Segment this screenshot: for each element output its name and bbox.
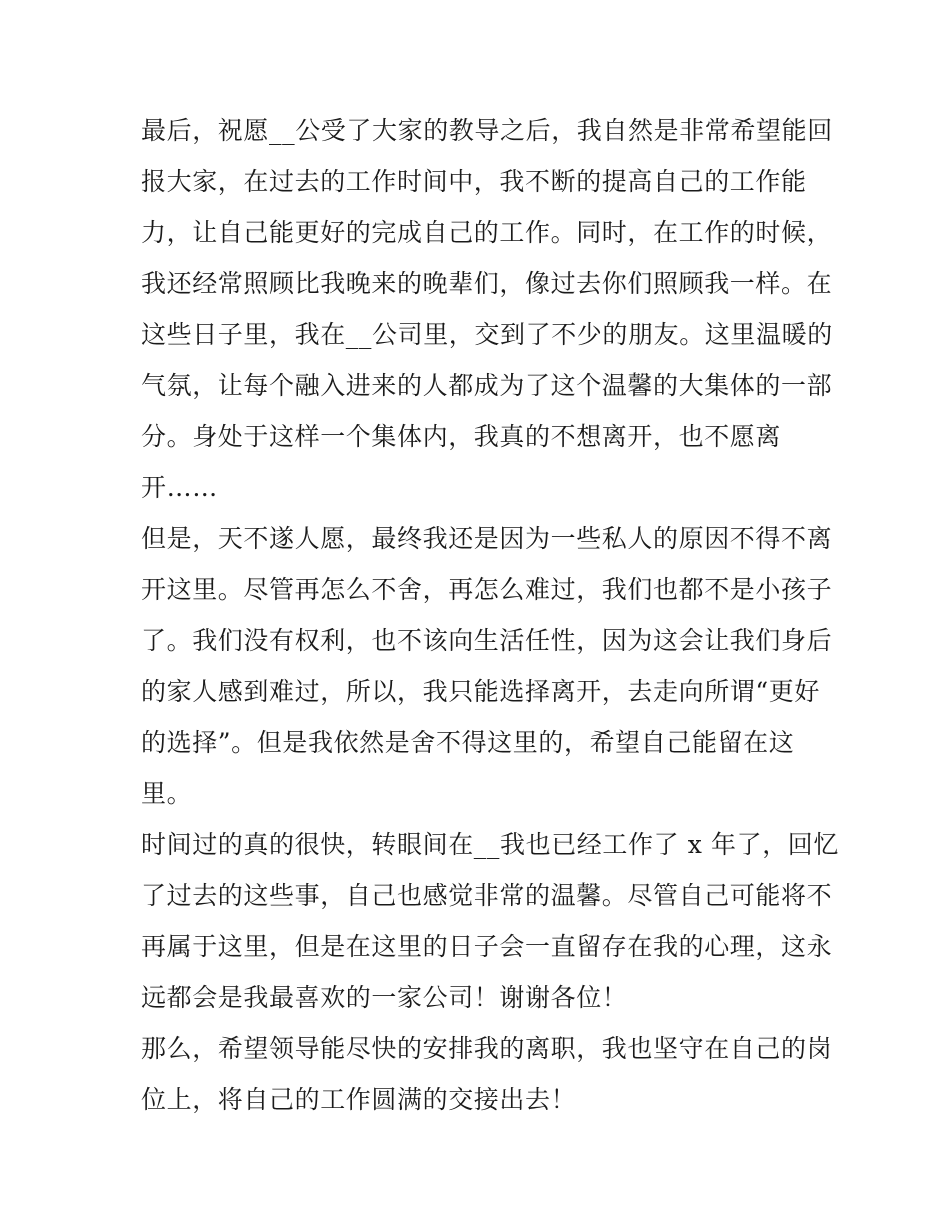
text-line: 那么，希望领导能尽快的安排我的离职，我也坚守在自己的岗 <box>141 1034 833 1063</box>
text-line: 的家人感到难过，所以，我只能选择离开，去走向所谓“更好 <box>141 677 820 706</box>
text-line: 时间过的真的很快，转眼间在__我也已经工作了 x 年了，回忆 <box>141 830 839 859</box>
text-line: 这些日子里，我在__公司里，交到了不少的朋友。这里温暖的 <box>141 320 833 349</box>
text-line: 开这里。尽管再怎么不舍，再怎么难过，我们也都不是小孩子 <box>141 575 833 604</box>
text-line: 里。 <box>141 779 193 808</box>
text-line: 了过去的这些事，自己也感觉非常的温馨。尽管自己可能将不 <box>141 881 833 910</box>
text-line: 分。身处于这样一个集体内，我真的不想离开，也不愿离 <box>141 422 782 451</box>
text-line: 的选择”。但是我依然是舍不得这里的，希望自己能留在这 <box>141 728 795 757</box>
document-body <box>141 105 839 1125</box>
text-line: 力，让自己能更好的完成自己的工作。同时，在工作的时候， <box>141 218 833 247</box>
text-line: 我还经常照顾比我晚来的晚辈们，像过去你们照顾我一样。在 <box>141 269 833 298</box>
text-line: 但是，天不遂人愿，最终我还是因为一些私人的原因不得不离 <box>141 524 833 553</box>
text-line: 位上，将自己的工作圆满的交接出去！ <box>141 1085 577 1114</box>
text-line: 气氛，让每个融入进来的人都成为了这个温馨的大集体的一部 <box>141 371 833 400</box>
text-line: 最后，祝愿__公受了大家的教导之后，我自然是非常希望能回 <box>141 116 833 145</box>
text-line: 报大家，在过去的工作时间中，我不断的提高自己的工作能 <box>141 167 807 196</box>
text-line: 开…… <box>141 473 218 502</box>
text-line: 了。我们没有权利，也不该向生活任性，因为这会让我们身后 <box>141 626 833 655</box>
text-line: 再属于这里，但是在这里的日子会一直留存在我的心理，这永 <box>141 932 833 961</box>
text-line: 远都会是我最喜欢的一家公司！谢谢各位！ <box>141 983 628 1012</box>
